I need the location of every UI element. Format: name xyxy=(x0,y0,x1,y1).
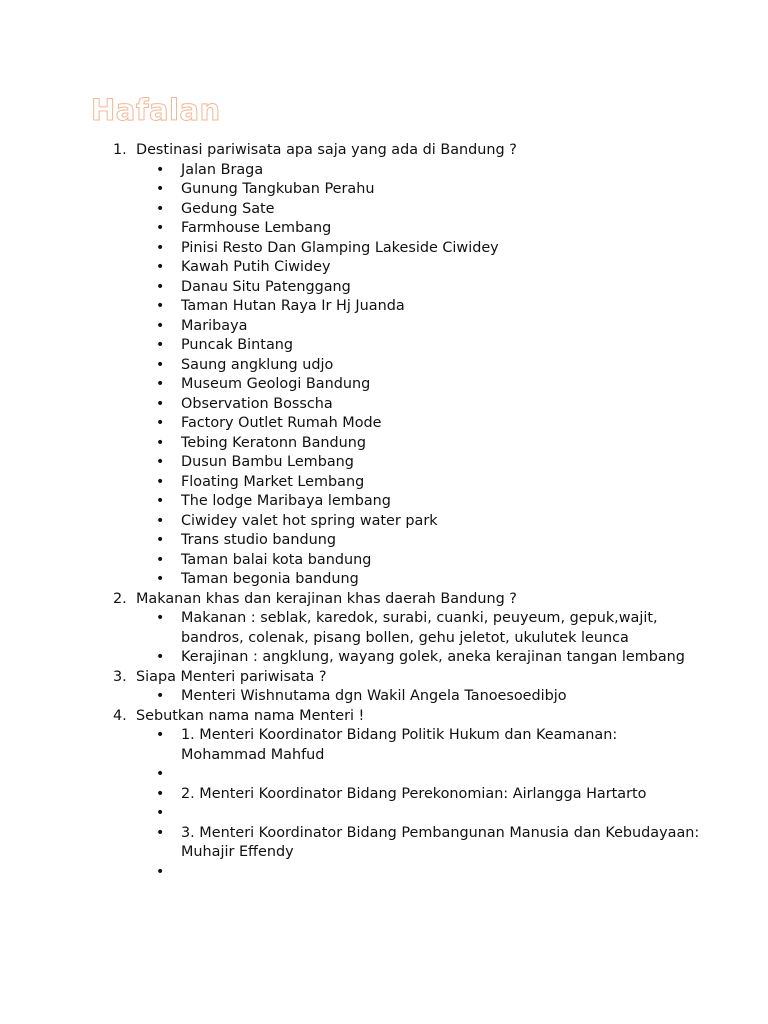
question-text: Sebutkan nama nama Menteri ! xyxy=(136,707,365,724)
answer-text: Ciwidey valet hot spring water park xyxy=(181,512,438,529)
answer-text: Puncak Bintang xyxy=(181,337,294,353)
answer-text: Gunung Tangkuban Perahu xyxy=(181,181,375,197)
answer-item xyxy=(136,180,700,200)
answer-item xyxy=(136,395,700,415)
bullet-icon: • xyxy=(156,337,165,353)
answer-text: Maribaya xyxy=(181,317,248,334)
question-item xyxy=(0,590,700,668)
answer-item xyxy=(136,258,700,278)
answer-text: Kawah Putih Ciwidey xyxy=(181,259,331,275)
question-number: 3. xyxy=(113,668,127,685)
bullet-icon: • xyxy=(156,454,165,470)
answer-text: Dusun Bambu Lembang xyxy=(181,454,354,470)
question-number: 1. xyxy=(113,142,127,158)
question-number: 2. xyxy=(113,590,127,607)
answer-item xyxy=(136,551,700,571)
answer-text: Floating Market Lembang xyxy=(181,473,365,490)
answer-text: Danau Situ Patenggang xyxy=(181,278,351,295)
answer-text: Kerajinan : angklung, wayang golek, aneka kerajinan tangan lembang xyxy=(181,649,685,665)
answer-text: Taman balai kota bandung xyxy=(181,551,372,568)
bullet-icon: • xyxy=(156,512,165,529)
answer-item xyxy=(136,239,700,259)
answer-item xyxy=(136,356,700,376)
bullet-icon: • xyxy=(156,395,165,412)
answer-text: Museum Geologi Bandung xyxy=(181,376,371,392)
bullet-icon: • xyxy=(156,493,165,509)
question-item xyxy=(0,141,700,590)
answer-text: Tebing Keratonn Bandung xyxy=(181,434,367,451)
answer-item xyxy=(136,219,700,239)
answer-list xyxy=(136,726,700,882)
document-title: Hafalan xyxy=(91,93,221,127)
bullet-icon: • xyxy=(156,239,165,256)
answer-list xyxy=(136,161,700,590)
answer-item xyxy=(136,687,700,707)
bullet-icon: • xyxy=(156,317,165,334)
answer-text: The lodge Maribaya lembang xyxy=(181,493,391,509)
bullet-icon: • xyxy=(156,298,165,314)
answer-item xyxy=(136,297,700,317)
answer-item xyxy=(136,434,700,454)
answer-item xyxy=(136,785,700,805)
bullet-icon: • xyxy=(156,532,165,548)
bullet-icon: • xyxy=(156,727,165,743)
answer-list xyxy=(136,609,700,668)
bullet-icon: • xyxy=(156,376,165,392)
answer-list xyxy=(136,687,700,707)
bullet-icon: • xyxy=(156,278,165,295)
bullet-icon: • xyxy=(156,473,165,490)
answer-item xyxy=(136,726,700,765)
question-text: Siapa Menteri pariwisata ? xyxy=(136,668,327,685)
answer-text: Saung angklung udjo xyxy=(181,356,334,373)
bullet-icon: • xyxy=(156,571,165,587)
bullet-icon: • xyxy=(156,805,165,821)
answer-item xyxy=(136,570,700,590)
question-list xyxy=(0,141,700,882)
answer-text: Jalan Braga xyxy=(181,161,264,178)
answer-item xyxy=(136,200,700,220)
answer-item xyxy=(136,824,700,863)
bullet-icon: • xyxy=(156,551,165,568)
answer-item xyxy=(136,648,700,668)
answer-item xyxy=(136,414,700,434)
bullet-icon: • xyxy=(156,259,165,275)
answer-item xyxy=(136,804,700,824)
answer-item xyxy=(136,863,700,883)
question-text: Makanan khas dan kerajinan khas daerah Bandung ? xyxy=(136,590,517,607)
answer-item xyxy=(136,765,700,785)
answer-item xyxy=(136,278,700,298)
question-number: 4. xyxy=(113,707,127,724)
question-item xyxy=(0,668,700,707)
answer-item xyxy=(136,317,700,337)
answer-text: Gedung Sate xyxy=(181,200,275,217)
bullet-icon: • xyxy=(156,766,165,782)
answer-text: Trans studio bandung xyxy=(181,532,336,548)
answer-text: Observation Bosscha xyxy=(181,395,333,412)
bullet-icon: • xyxy=(156,220,165,236)
question-item xyxy=(0,707,700,883)
bullet-icon: • xyxy=(156,415,165,431)
bullet-icon: • xyxy=(156,610,165,626)
bullet-icon: • xyxy=(156,785,165,802)
answer-text: 3. Menteri Koordinator Bidang Pembangunan Manusia dan Kebudayaan: Muhajir Effendy xyxy=(181,824,700,860)
answer-text: Factory Outlet Rumah Mode xyxy=(181,415,382,431)
answer-text: Taman begonia bandung xyxy=(181,571,359,587)
answer-text: 2. Menteri Koordinator Bidang Perekonomian: Airlangga Hartarto xyxy=(181,785,647,802)
bullet-icon: • xyxy=(156,824,165,841)
answer-item xyxy=(136,531,700,551)
answer-item xyxy=(136,512,700,532)
answer-text: Taman Hutan Raya Ir Hj Juanda xyxy=(181,298,405,314)
answer-item xyxy=(136,161,700,181)
bullet-icon: • xyxy=(156,200,165,217)
answer-item xyxy=(136,453,700,473)
answer-text: Menteri Wishnutama dgn Wakil Angela Tanoesoedibjo xyxy=(181,688,567,704)
question-text: Destinasi pariwisata apa saja yang ada di Bandung ? xyxy=(136,142,517,158)
answer-text: 1. Menteri Koordinator Bidang Politik Hukum dan Keamanan: Mohammad Mahfud xyxy=(181,727,618,763)
bullet-icon: • xyxy=(156,356,165,373)
bullet-icon: • xyxy=(156,688,165,704)
bullet-icon: • xyxy=(156,434,165,451)
answer-item xyxy=(136,609,700,648)
answer-item xyxy=(136,473,700,493)
bullet-icon: • xyxy=(156,863,165,880)
answer-item xyxy=(136,336,700,356)
answer-text: Makanan : seblak, karedok, surabi, cuanki, peuyeum, gepuk,wajit, bandros, colenak, pisang bollen, gehu jeletot, ukulutek leunca xyxy=(181,610,658,646)
bullet-icon: • xyxy=(156,161,165,178)
bullet-icon: • xyxy=(156,181,165,197)
answer-item xyxy=(136,492,700,512)
answer-item xyxy=(136,375,700,395)
answer-text: Pinisi Resto Dan Glamping Lakeside Ciwidey xyxy=(181,239,499,256)
answer-text: Farmhouse Lembang xyxy=(181,220,332,236)
bullet-icon: • xyxy=(156,649,165,665)
